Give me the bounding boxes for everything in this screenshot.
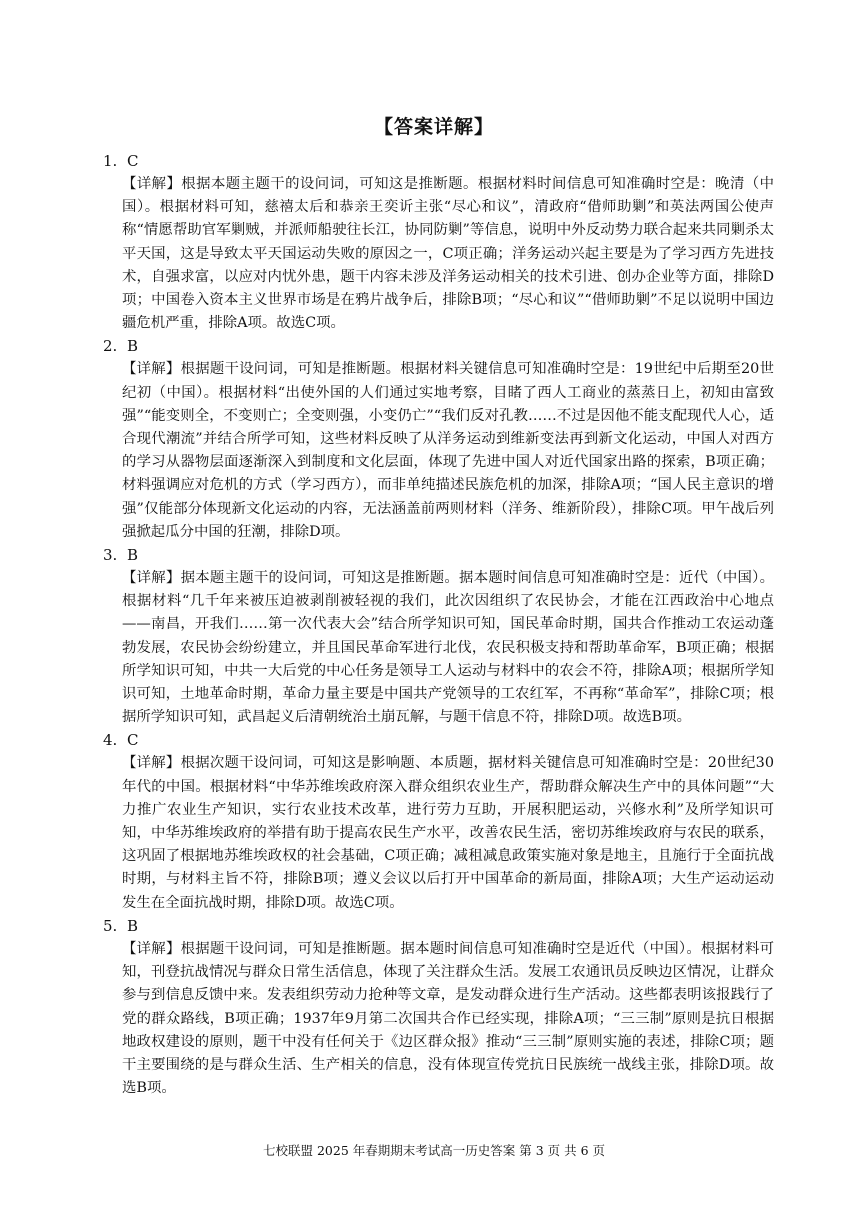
item-answer-letter: B (127, 337, 139, 356)
answer-item-header (0, 915, 868, 938)
item-explanation: 【详解】根据题干设问词，可知是推断题。据本题时间信息可知准确时空是近代（中国）。根据材料可知，刊登抗战情况与群众日常生活信息，体现了关注群众生活。发展工农通讯员反映边区情况，让群众参与到信息反馈中来。发表组织劳动力抢种等文章，是发动群众进行生产活动。这些都表明该报践行了党的群众路线，B项正确；1937年9月第二次国共合作已经实现，排除A项；“三三制”原则是抗日根据地政权建设的原则，题干中没有任何关于《边区群众报》推动“三三制”原则实施的表述，排除C项；题干主要围绕的是与群众生活、生产相关的信息，没有体现宣传党抗日民族统一战线主张，排除D项。故选B项。 (122, 940, 774, 1097)
page-footer: 七校联盟 2025 年春期期末考试高一历史答案 第 3 页 共 6 页 (262, 1143, 605, 1158)
answer-item-1 (0, 150, 868, 335)
item-answer-letter: C (127, 152, 139, 170)
page-title: 【答案详解】 (373, 116, 494, 138)
item-explanation: 【详解】根据本题主题干的设问词，可知这是推断题。根据材料时间信息可知准确时空是：晚清（中国）。根据材料可知，慈禧太后和恭亲王奕䜣主张“尽心和议”，清政府“借师助剿”和英法两国公使声称“情愿帮助官军剿贼，并派师船驶往长江，协同防剿”等信息，说明中外反动势力联合起来共同剿杀太平天国，这是导致太平天国运动失败的原因之一，C项正确；洋务运动兴起主要是为了学习西方先进技术，自强求富，以应对内忧外患，题干内容未涉及洋务运动相关的技术引进、创办企业等方面，排除D项；中国卷入资本主义世界市场是在鸦片战争后，排除B项；“尽心和议”“借师助剿”不足以说明中国边疆危机严重，排除A项。故选C项。 (122, 176, 774, 332)
answer-item-header (0, 544, 868, 567)
item-number: 1. (103, 152, 118, 170)
item-answer-letter: C (127, 731, 139, 750)
answer-item-header (0, 150, 868, 173)
item-number: 2. (103, 337, 118, 356)
answer-item-3 (0, 544, 868, 729)
answer-item-header (0, 335, 868, 358)
item-explanation: 【详解】根据次题干设问词，可知这是影响题、本质题，据材料关键信息可知准确时空是：20世纪30年代的中国。根据材料“中华苏维埃政府深入群众组织农业生产，帮助群众解决生产中的具体问题”“大力推广农业生产知识，实行农业技术改革，进行劳力互助，开展积肥运动，兴修水利”及所学知识可知，中华苏维埃政府的举措有助于提高农民生产水平，改善农民生活，密切苏维埃政府与农民的联系，这巩固了根据地苏维埃政权的社会基础，C项正确；减租减息政策实施对象是地主，且施行于全面抗战时期，与材料主旨不符，排除B项；遵义会议以后打开中国革命的新局面，排除A项；大生产运动运动发生在全面抗战时期，排除D项。故选C项。 (122, 755, 774, 911)
answer-item-header (0, 729, 868, 752)
item-number: 3. (103, 546, 118, 565)
item-explanation: 【详解】根据题干设问词，可知是推断题。根据材料关键信息可知准确时空是：19世纪中后期至20世纪初（中国）。根据材料“出使外国的人们通过实地考察，目睹了西人工商业的蒸蒸日上，初知由富致强”“能变则全，不变则亡；全变则强，小变仍亡”“我们反对孔教……不过是因他不能支配现代人心，适合现代潮流”并结合所学可知，这些材料反映了从洋务运动到维新变法再到新文化运动，中国人对西方的学习从器物层面逐渐深入到制度和文化层面，体现了先进中国人对近代国家出路的探索，B项正确；材料强调应对危机的方式（学习西方），而非单纯描述民族危机的加深，排除A项；“国人民主意识的增强”仅能部分体现新文化运动的内容，无法涵盖前两则材料（洋务、维新阶段），排除C项。甲午战后列强掀起瓜分中国的狂潮，排除D项。 (122, 361, 774, 540)
answer-item-4 (0, 729, 868, 914)
answer-item-2 (0, 335, 868, 544)
item-answer-letter: B (127, 916, 139, 935)
item-explanation: 【详解】据本题主题干的设问词，可知这是推断题。据本题时间信息可知准确时空是：近代（中国）。根据材料“几千年来被压迫被剥削被轻视的我们，此次因组织了农民协会，才能在江西政治中心地点——南昌，开我们……第一次代表大会”结合所学知识可知，国民革命时期，国共合作推动工农运动蓬勃发展，农民协会纷纷建立，并且国民革命军进行北伐，农民积极支持和帮助革命军，B项正确；根据所学知识可知，中共一大后党的中心任务是领导工人运动与材料中的农会不符，排除A项；根据所学知识可知，土地革命时期，革命力量主要是中国共产党领导的工农红军，不再称“革命军”，排除C项；根据所学知识可知，武昌起义后清朝统治土崩瓦解，与题干信息不符，排除D项。故选B项。 (122, 570, 774, 726)
item-answer-letter: B (127, 546, 139, 565)
answer-list (0, 150, 868, 1100)
item-number: 4. (103, 731, 118, 750)
answer-item-5 (0, 915, 868, 1100)
item-number: 5. (103, 916, 118, 935)
